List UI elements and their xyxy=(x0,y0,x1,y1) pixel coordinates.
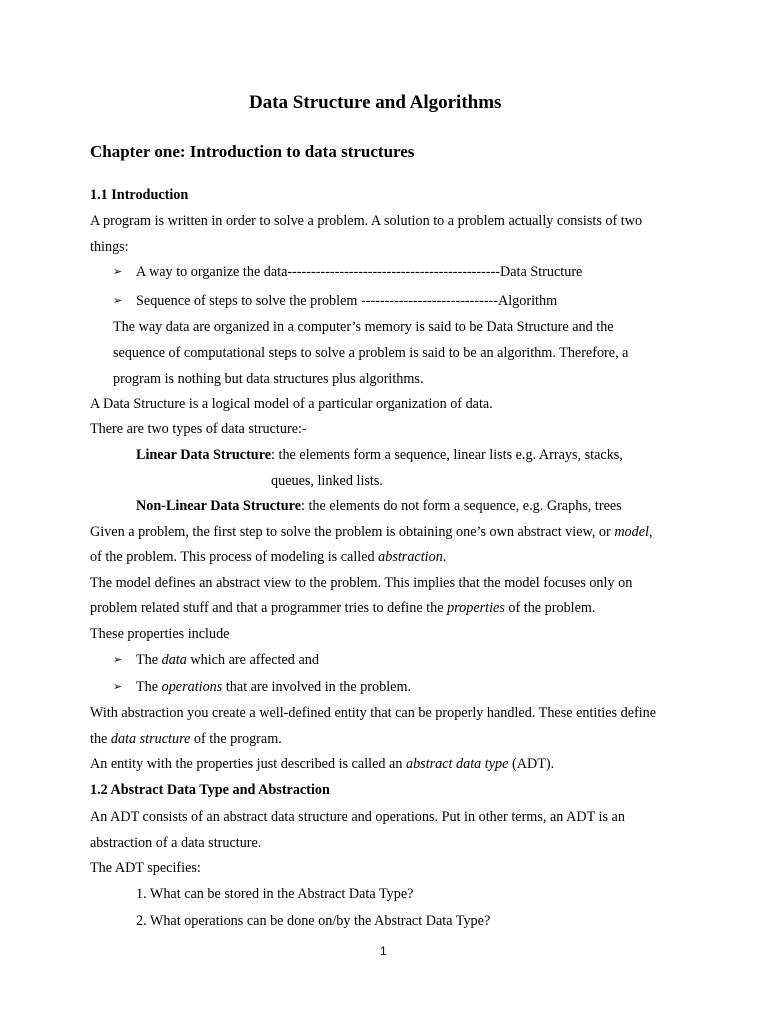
paragraph-line: There are two types of data structure:- xyxy=(90,421,307,437)
emphasis: properties xyxy=(447,600,505,616)
paragraph-line: sequence of computational steps to solve a problem is said to be an algorithm. Therefore, a xyxy=(113,345,629,361)
chapter-heading: Chapter one: Introduction to data structures xyxy=(90,142,415,161)
paragraph-line: A Data Structure is a logical model of a particular organization of data. xyxy=(90,396,493,412)
paragraph-line: An ADT consists of an abstract data structure and operations. Put in other terms, an ADT is an xyxy=(90,809,625,825)
bullet-item: The data which are affected and xyxy=(136,652,319,668)
paragraph-line: things: xyxy=(90,239,129,255)
bullet-arrow-icon: ➢ xyxy=(113,295,123,307)
bullet-arrow-icon: ➢ xyxy=(113,654,123,666)
term-nonlinear: Non-Linear Data Structure xyxy=(136,498,301,514)
paragraph-line: the data structure of the program. xyxy=(90,731,282,747)
numbered-item: 1. What can be stored in the Abstract Data Type? xyxy=(136,886,414,902)
paragraph-line: The ADT specifies: xyxy=(90,860,201,876)
paragraph-line: With abstraction you create a well-defined entity that can be properly handled. These entities define xyxy=(90,705,657,721)
term-linear: Linear Data Structure xyxy=(136,447,272,463)
page-number: 1 xyxy=(380,944,387,958)
emphasis: data xyxy=(161,652,187,668)
bullet-arrow-icon: ➢ xyxy=(113,266,123,278)
bullet-arrow-icon: ➢ xyxy=(113,681,123,693)
paragraph-line: abstraction of a data structure. xyxy=(90,835,262,851)
paragraph-line: An entity with the properties just described is called an abstract data type (ADT). xyxy=(90,756,555,772)
paragraph-line: The way data are organized in a computer’s memory is said to be Data Structure and the xyxy=(113,319,614,335)
definition-nonlinear xyxy=(136,497,622,515)
section-heading-adt: 1.2 Abstract Data Type and Abstraction xyxy=(90,782,330,798)
paragraph-line: The model defines an abstract view to the problem. This implies that the model focuses only on xyxy=(90,575,633,591)
paragraph-line: program is nothing but data structures plus algorithms. xyxy=(113,371,424,387)
paragraph-line: problem related stuff and that a programmer tries to define the properties of the problem. xyxy=(90,600,596,616)
emphasis: model xyxy=(614,524,649,540)
emphasis: abstraction xyxy=(378,549,443,565)
bullet-item: Sequence of steps to solve the problem -----------------------------Algorithm xyxy=(136,293,558,309)
paragraph-line: A program is written in order to solve a problem. A solution to a problem actually consists of two xyxy=(90,213,643,229)
document-title: Data Structure and Algorithms xyxy=(249,92,502,113)
emphasis: abstract data type xyxy=(405,756,509,772)
section-heading-intro: 1.1 Introduction xyxy=(90,187,189,203)
emphasis: operations xyxy=(161,679,223,695)
definition-linear xyxy=(136,446,623,464)
definition-continuation: queues, linked lists. xyxy=(271,473,383,489)
definition-text: : the elements do not form a sequence, e.g. Graphs, trees xyxy=(301,498,622,514)
bullet-item: The operations that are involved in the problem. xyxy=(136,679,412,695)
paragraph-line: Given a problem, the first step to solve the problem is obtaining one’s own abstract view, or model, xyxy=(90,524,653,540)
paragraph-line: These properties include xyxy=(90,626,230,642)
definition-text: : the elements form a sequence, linear lists e.g. Arrays, stacks, xyxy=(271,447,623,463)
emphasis: data structure xyxy=(110,731,191,747)
bullet-item: A way to organize the data---------------------------------------------Data Structure xyxy=(136,264,583,280)
paragraph-line: of the problem. This process of modeling is called abstraction. xyxy=(90,549,447,565)
numbered-item: 2. What operations can be done on/by the Abstract Data Type? xyxy=(136,913,491,929)
